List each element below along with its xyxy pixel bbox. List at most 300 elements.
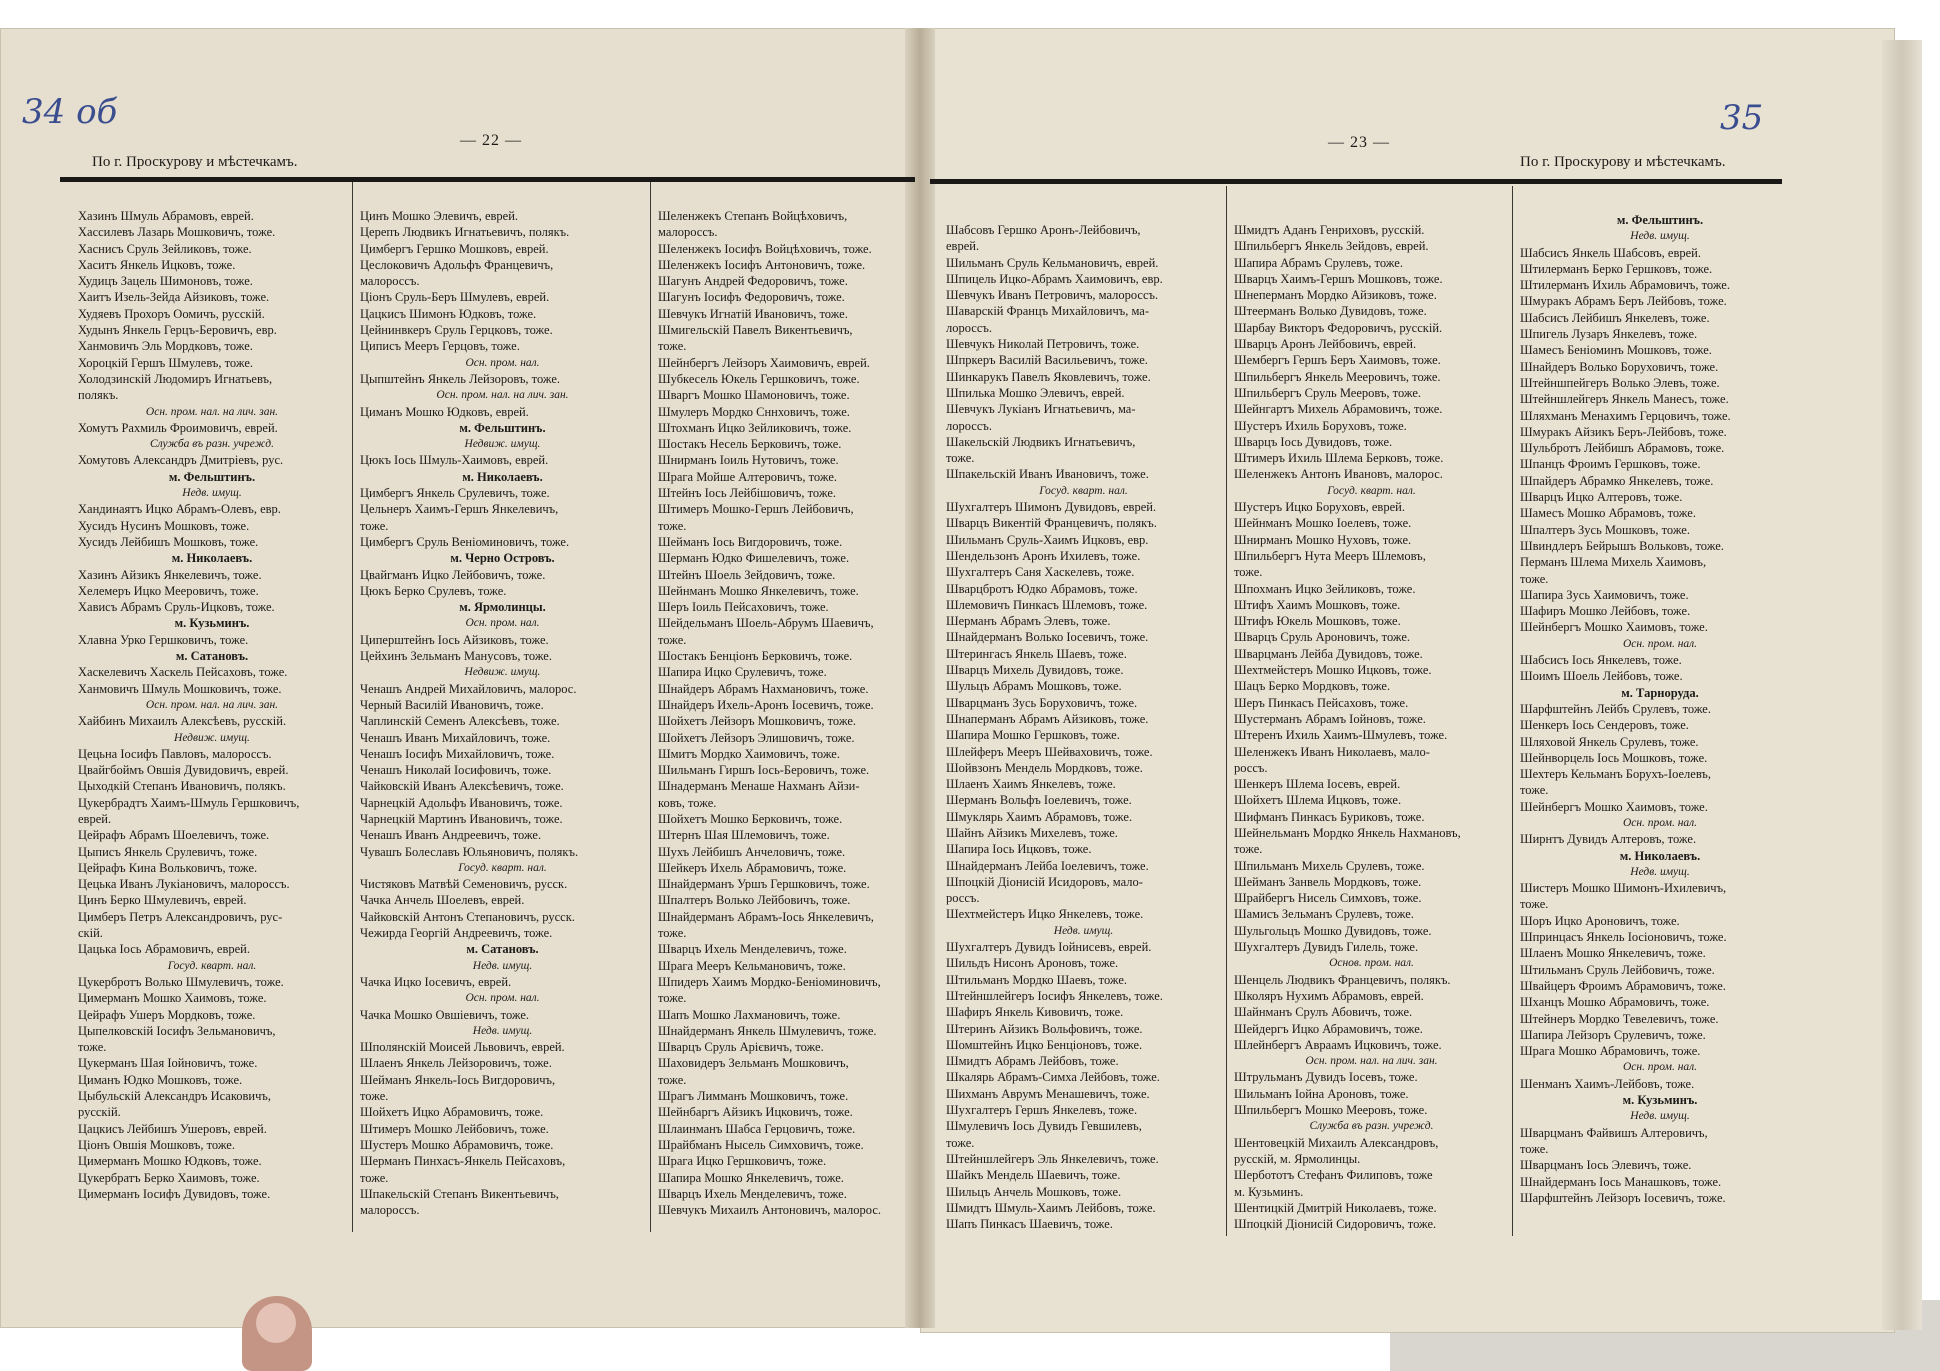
entry-line: Шварцманъ Файвишъ Алтеровичъ,	[1520, 1125, 1708, 1140]
entry-line: Шваргъ Мошко Шамоновичъ, тоже.	[658, 388, 850, 403]
entry-line: Шабсисъ Іось Янкелевъ, тоже.	[1520, 653, 1682, 668]
entry-line: Штейншлейгеръ Іосифъ Янкелевъ, тоже.	[946, 988, 1163, 1003]
entry-line: Шлаенъ Хаимъ Янкелевъ, тоже.	[946, 777, 1116, 792]
entry-line: Шнайдеръ Волько Боруховичъ, тоже.	[1520, 359, 1719, 374]
entry-line: Шварцбротъ Юдко Абрамовъ, тоже.	[946, 581, 1138, 596]
entry-line: Шмидтъ Шмуль-Хаимъ Лейбовъ, тоже.	[946, 1200, 1156, 1215]
entry-line: Шерманъ Абрамъ Элевъ, тоже.	[946, 614, 1111, 629]
section-subheading: Недв. имущ.	[472, 1024, 533, 1037]
entry-line: Цимберъ Петръ Александровичъ, рус-	[78, 909, 283, 924]
entry-line: Шомштейнъ Ицко Бенціоновъ, тоже.	[946, 1037, 1143, 1052]
entry-line: Шустеръ Ицко Боруховъ, еврей.	[1234, 500, 1405, 515]
section-subheading: Осн. пром. нал. на лич. зан.	[145, 405, 279, 418]
entry-line: Шрайбманъ Нысель Симховичъ, тоже.	[658, 1137, 864, 1152]
left-page-column-1	[78, 208, 346, 1202]
entry-line: Шварцъ Ихель Менделевичъ, тоже.	[658, 942, 847, 957]
entry-line: Шеленжекъ Антонъ Ивановъ, малорос.	[1234, 467, 1443, 482]
entry-line: Шевчукъ Николай Петровичъ, тоже.	[946, 337, 1140, 352]
entry-line: Шапира Зусь Хаимовичъ, тоже.	[1520, 587, 1689, 602]
entry-line: Цацкисъ Шимонъ Юдковъ, тоже.	[360, 306, 537, 321]
entry-line: Цейхинъ Зельманъ Манусовъ, тоже.	[360, 649, 552, 664]
left-header-rule	[60, 177, 915, 182]
section-subheading: Недвиж. имущ.	[174, 731, 250, 744]
entry-line: тоже.	[1234, 565, 1263, 580]
entry-line: Чувашъ Болеславъ Юльяновичъ, полякъ.	[360, 844, 579, 859]
entry-line: тоже.	[946, 451, 975, 466]
entry-line: Шапира Мошко Янкелевичъ, тоже.	[658, 1170, 844, 1185]
entry-line: Шамесъ Беніоминъ Мошковъ, тоже.	[1520, 343, 1712, 358]
entry-line: Ченашъ Иванъ Михайловичъ, тоже.	[360, 730, 551, 745]
entry-line: Шамисъ Зельманъ Срулевъ, тоже.	[1234, 907, 1414, 922]
entry-line: Шихманъ Аврумъ Менашевичъ, тоже.	[946, 1086, 1150, 1101]
entry-line: Шрага Мееръ Кельмановичъ, тоже.	[658, 958, 846, 973]
entry-line: Циписъ Мееръ Герцовъ, тоже.	[360, 339, 520, 354]
entry-line: Шварцъ Ихель Менделевичъ, тоже.	[658, 1186, 847, 1201]
column-divider	[650, 182, 651, 1232]
entry-line: Шпакельскій Иванъ Ивановичъ, тоже.	[946, 467, 1149, 482]
section-subheading: Недв. имущ.	[182, 487, 242, 500]
entry-line: Шухгалтеръ Гершъ Янкелевъ, тоже.	[946, 1103, 1138, 1118]
entry-line: Холодзинскій Людомиръ Игнатьевъ,	[78, 371, 273, 386]
entry-line: Шеръ Пинкасъ Пейсаховъ, тоже.	[1234, 695, 1409, 710]
entry-line: Чачка Мошко Овшіевичъ, тоже.	[360, 1007, 530, 1022]
entry-line: Шнайдерманъ Янкель Шмулевичъ, тоже.	[658, 1023, 877, 1038]
entry-line: Шентовецкій Михаилъ Александровъ,	[1234, 1135, 1439, 1150]
entry-line: Штилерманъ Берко Гершковъ, тоже.	[1520, 261, 1713, 276]
entry-line: Чайковскій Иванъ Алексѣевичъ, тоже.	[360, 779, 564, 794]
entry-line: Шнирманъ Мошко Нуховъ, тоже.	[1234, 532, 1412, 547]
locality-heading: м. Сатановъ.	[466, 942, 539, 957]
entry-line: Шеленжекъ Іосифъ Войцѣховичъ, тоже.	[658, 241, 872, 256]
locality-heading: м. Фельштинъ.	[168, 469, 256, 484]
entry-line: Цыходкій Степанъ Ивановичъ, полякъ.	[78, 779, 286, 794]
entry-line: Шеленжекъ Іосифъ Антоновичъ, тоже.	[658, 257, 866, 272]
section-subheading: Госуд. кварт. нал.	[458, 861, 547, 874]
entry-line: Шубкесель Юкель Гершковичъ, тоже.	[658, 371, 860, 386]
entry-line: Шерманъ Юдко Фишелевичъ, тоже.	[658, 551, 850, 566]
entry-line: Ціонъ Овшія Мошковъ, тоже.	[78, 1137, 235, 1152]
entry-line: Шапира Лейзоръ Срулевичъ, тоже.	[1520, 1027, 1706, 1042]
entry-line: Шаховидеръ Зельманъ Мошковичъ,	[658, 1056, 849, 1071]
left-page-column-3	[658, 208, 903, 1218]
entry-line: Шейнбергъ Мошко Хаимовъ, тоже.	[1520, 620, 1708, 635]
entry-line: Цвайгбоймъ Овшія Дувидовичъ, еврей.	[78, 763, 289, 778]
entry-line: Шойвзонъ Мендель Мордковъ, тоже.	[946, 760, 1143, 775]
entry-line: Шойхетъ Лейзоръ Элишовичъ, тоже.	[658, 730, 855, 745]
entry-line: Шварцъ Хаимъ-Гершъ Мошковъ, тоже.	[1234, 271, 1443, 286]
entry-line: Цвайгманъ Ицко Лейбовичъ, тоже.	[360, 567, 546, 582]
entry-line: Цинъ Берко Шмулевичъ, еврей.	[78, 893, 247, 908]
entry-line: Шапъ Пинкасъ Шаевичъ, тоже.	[946, 1217, 1113, 1232]
entry-line: Шпохманъ Ицко Зейликовъ, тоже.	[1234, 581, 1416, 596]
entry-line: тоже.	[658, 632, 687, 647]
entry-line: Швиндлеръ Бейрышъ Вольковъ, тоже.	[1520, 538, 1724, 553]
entry-line: Шлейнбергъ Авраамъ Ицковичъ, тоже.	[1234, 1037, 1442, 1052]
entry-line: Ханмовичъ Шмуль Мошковичъ, тоже.	[78, 681, 282, 696]
entry-line: Шейдергъ Ицко Абрамовичъ, тоже.	[1234, 1021, 1423, 1036]
entry-line: Шмуракъ Айзикъ Беръ-Лейбовъ, тоже.	[1520, 424, 1727, 439]
entry-line: Шабсисъ Янкель Шабсовъ, еврей.	[1520, 245, 1701, 260]
entry-line: Шейнбергъ Лейзоръ Хаимовичъ, еврей.	[658, 355, 870, 370]
entry-line: Хазинъ Айзикъ Янкелевичъ, тоже.	[78, 567, 262, 582]
entry-line: Шнадерманъ Менаше Нахманъ Айзи-	[658, 779, 860, 794]
entry-line: тоже.	[360, 1089, 389, 1104]
entry-line: Штильманъ Мордко Шаевъ, тоже.	[946, 972, 1128, 987]
entry-line: Хомутъ Рахмиль Фроимовичъ, еврей.	[78, 420, 278, 435]
entry-line: Хлавна Урко Гершковичъ, тоже.	[78, 632, 249, 647]
entry-line: лороссъ.	[946, 418, 992, 433]
entry-line: Шерманъ Пинхасъ-Янкель Пейсаховъ,	[360, 1154, 566, 1169]
entry-line: Шварцъ Аронъ Лейбовичъ, еврей.	[1234, 337, 1417, 352]
fingernail	[256, 1303, 296, 1343]
entry-line: Штеренъ Ихиль Хаимъ-Шмулевъ, тоже.	[1234, 728, 1448, 743]
section-subheading: Госуд. кварт. нал.	[167, 959, 257, 972]
entry-line: Шухгалтеръ Дувидъ Гилель, тоже.	[1234, 940, 1419, 955]
entry-line: Шпакельскій Степанъ Викентьевичъ,	[360, 1186, 559, 1201]
entry-line: Шейкеръ Ихель Абрамовичъ, тоже.	[658, 860, 847, 875]
entry-line: Хаситъ Янкель Ицковъ, тоже.	[78, 257, 236, 272]
entry-line: Худяевъ Прохоръ Оомичъ, русскій.	[78, 306, 265, 321]
entry-line: тоже.	[1520, 783, 1549, 798]
entry-line: Шпринцасъ Янкель Іосіоновичъ, тоже.	[1520, 930, 1727, 945]
entry-line: Шмулеръ Мордко Сннховичъ, тоже.	[658, 404, 850, 419]
entry-line: Чачка Ицко Іосевичъ, еврей.	[360, 974, 512, 989]
entry-line: Шеленжекъ Иванъ Николаевъ, мало-	[1234, 744, 1430, 759]
locality-heading: м. Черно Островъ.	[450, 551, 555, 566]
left-page-number: — 22 —	[460, 132, 522, 149]
entry-line: Штохманъ Ицко Зейликовичъ, тоже.	[658, 420, 852, 435]
entry-line: Шпицель Ицко-Абрамъ Хаимовичъ, евр.	[946, 271, 1163, 286]
entry-line: Ханмовичъ Эль Мордковъ, тоже.	[78, 339, 253, 354]
entry-line: Шнайдерманъ Лейба Іоелевичъ, тоже.	[946, 858, 1149, 873]
entry-line: Шильцъ Анчель Мошковъ, тоже.	[946, 1184, 1122, 1199]
entry-line: Цимбергъ Гершко Мошковъ, еврей.	[360, 241, 549, 256]
entry-line: Шрага Мойше Алтеровичъ, тоже.	[658, 469, 837, 484]
entry-line: Шарфштейнъ Лейбъ Срулевъ, тоже.	[1520, 701, 1711, 716]
entry-line: Ченашъ Иванъ Андреевичъ, тоже.	[360, 828, 542, 843]
entry-line: Шафиръ Янкель Кивовичъ, тоже.	[946, 1005, 1124, 1020]
entry-line: Циманъ Юдко Мошковъ, тоже.	[78, 1072, 243, 1087]
entry-line: Хаитъ Изель-Зейда Айзиковъ, тоже.	[78, 290, 270, 305]
entry-line: тоже.	[1520, 1141, 1549, 1156]
entry-line: малороссъ.	[360, 1203, 420, 1218]
entry-line: тоже.	[658, 1072, 687, 1087]
entry-line: Шейнгартъ Михель Абрамовичъ, тоже.	[1234, 402, 1443, 417]
column-divider	[1226, 186, 1227, 1236]
entry-line: русскій.	[78, 1105, 121, 1120]
entry-line: Хусидъ Нусинъ Мошковъ, тоже.	[78, 518, 250, 533]
entry-line: Штеерманъ Волько Дувидовъ, тоже.	[1234, 304, 1427, 319]
entry-line: скій.	[78, 926, 103, 941]
left-page-annotation: 34 об	[22, 92, 118, 132]
entry-line: Шнайдерманъ Уршъ Гершковичъ, тоже.	[658, 877, 870, 892]
entry-line: россъ.	[946, 891, 980, 906]
entry-line: Штерингасъ Янкель Шаевъ, тоже.	[946, 646, 1127, 661]
section-subheading: Недв. имущ.	[1053, 924, 1114, 937]
entry-line: Хайбинъ Михаилъ Алексѣевъ, русскій.	[78, 714, 287, 729]
entry-line: Шнайдерманъ Волько Іосевичъ, тоже.	[946, 630, 1149, 645]
entry-line: Шапира Мошко Гершковъ, тоже.	[946, 728, 1120, 743]
column-divider	[1512, 186, 1513, 1236]
entry-line: тоже.	[658, 991, 687, 1006]
entry-line: Школяръ Нухимъ Абрамовъ, еврей.	[1234, 988, 1424, 1003]
entry-line: Шифманъ Пинкасъ Буриковъ, тоже.	[1234, 809, 1425, 824]
entry-line: Шейнманъ Мошко Іоелевъ, тоже.	[1234, 516, 1412, 531]
entry-line: Шмигельскій Павелъ Викентьевичъ,	[658, 323, 853, 338]
entry-line: Шварцманъ Іось Элевичъ, тоже.	[1520, 1158, 1692, 1173]
entry-line: Церепъ Людвикъ Игнатьевичъ, полякъ.	[360, 225, 570, 240]
entry-line: Штилерманъ Ихиль Абрамовичъ, тоже.	[1520, 278, 1730, 293]
entry-line: Шагунъ Андрей Федоровичъ, тоже.	[658, 274, 848, 289]
right-page-annotation: 35	[1720, 98, 1764, 138]
entry-line: тоже.	[946, 1135, 975, 1150]
entry-line: Перманъ Шлема Михель Хаимовъ,	[1520, 555, 1707, 570]
column-divider	[352, 182, 353, 1232]
entry-line: Шенцель Людвикъ Францевичъ, полякъ.	[1234, 972, 1451, 987]
entry-line: Шнайдерманъ Іось Манашковъ, тоже.	[1520, 1174, 1722, 1189]
locality-heading: м. Николаевъ.	[1619, 848, 1701, 863]
entry-line: Шварцъ Викентій Францевичъ, полякъ.	[946, 516, 1157, 531]
entry-line: Шлаенъ Мошко Янкелевичъ, тоже.	[1520, 946, 1706, 961]
entry-line: Шенманъ Хаимъ-Лейбовъ, тоже.	[1520, 1076, 1695, 1091]
entry-line: Шильманъ Гиршъ Іось-Беровичъ, тоже.	[658, 763, 870, 778]
entry-line: Хассилевъ Лазарь Мошковичъ, тоже.	[78, 225, 276, 240]
locality-heading: м. Сатановъ.	[175, 649, 249, 664]
entry-line: Шкалярь Абрамъ-Симха Лейбовъ, тоже.	[946, 1070, 1160, 1085]
entry-line: Худицъ Зацель Шимоновъ, тоже.	[78, 274, 253, 289]
entry-line: Шпанцъ Фроимъ Гершковъ, тоже.	[1520, 457, 1701, 472]
entry-line: тоже.	[360, 1170, 389, 1185]
entry-line: Ширнтъ Дувидъ Алтеровъ, тоже.	[1520, 832, 1697, 847]
right-page-column-1	[946, 222, 1221, 1232]
entry-line: Шпильбергъ Мошко Мееровъ, тоже.	[1234, 1103, 1428, 1118]
entry-line: Цейрафъ Ушеръ Мордковъ, тоже.	[78, 1007, 256, 1022]
entry-line: Хависъ Абрамъ Сруль-Ицковъ, тоже.	[78, 600, 275, 615]
entry-line: Хусидъ Лейбишъ Мошковъ, тоже.	[78, 534, 259, 549]
locality-heading: м. Николаевъ.	[171, 551, 253, 566]
entry-line: Цюкъ Берко Срулевъ, тоже.	[360, 583, 507, 598]
entry-line: тоже.	[658, 926, 687, 941]
entry-line: Шухгалтеръ Шимонъ Дувидовъ, еврей.	[946, 500, 1157, 515]
section-subheading: Служба въ разн. учрежд.	[150, 438, 274, 451]
entry-line: Цукербратъ Берко Хаимовъ, тоже.	[78, 1170, 260, 1185]
entry-line: Шнаперманъ Абрамъ Айзиковъ, тоже.	[946, 711, 1149, 726]
entry-line: Шпильбергъ Янкель Мееровичъ, тоже.	[1234, 369, 1441, 384]
entry-line: Шаварскій Францъ Михайловичъ, ма-	[946, 304, 1149, 319]
entry-line: Хандинаятъ Ицко Абрамъ-Олевъ, евр.	[78, 502, 281, 517]
entry-line: Чистяковъ Матвѣй Семеновичъ, русск.	[360, 877, 568, 892]
entry-line: Шмитъ Мордко Хаимовичъ, тоже.	[658, 746, 840, 761]
entry-line: Цюкъ Іось Шмуль-Хаимовъ, еврей.	[360, 453, 549, 468]
entry-line: м. Кузьминъ.	[1234, 1184, 1304, 1199]
entry-line: малороссъ.	[658, 225, 718, 240]
entry-line: Шварцманъ Зусь Боруховичъ, тоже.	[946, 695, 1138, 710]
entry-line: Цейнинвкеръ Сруль Герцковъ, тоже.	[360, 323, 553, 338]
entry-line: Шпалтеръ Зусь Мошковъ, тоже.	[1520, 522, 1690, 537]
entry-line: Цукербрадтъ Хаимъ-Шмуль Гершковичъ,	[78, 795, 300, 810]
entry-line: Штеринъ Айзикъ Вольфовичъ, тоже.	[946, 1021, 1143, 1036]
section-subheading: Недв. имущ.	[472, 959, 533, 972]
section-subheading: Недв. имущ.	[1630, 230, 1690, 243]
entry-line: Циманъ Мошко Юдковъ, еврей.	[360, 404, 529, 419]
entry-line: ковъ, тоже.	[658, 795, 717, 810]
section-subheading: Осн. пром. нал.	[1622, 1061, 1698, 1074]
entry-line: Шакельскій Людвикъ Игнатьевичъ,	[946, 434, 1136, 449]
entry-line: Цукерманъ Шая Іойновичъ, тоже.	[78, 1056, 258, 1071]
entry-line: Шульбротъ Лейбишъ Абрамовъ, тоже.	[1520, 441, 1725, 456]
entry-line: Цимбергъ Янкель Срулевичъ, тоже.	[360, 486, 550, 501]
entry-line: Штернъ Шая Шлемовичъ, тоже.	[658, 828, 830, 843]
entry-line: Шнайдеръ Ихель-Аронъ Іосевичъ, тоже.	[658, 697, 874, 712]
entry-line: Шханцъ Мошко Абрамовичъ, тоже.	[1520, 995, 1710, 1010]
entry-line: Шагунъ Іосифъ Федоровичъ, тоже.	[658, 290, 845, 305]
entry-line: Шухъ Лейбишъ Анчеловичъ, тоже.	[658, 844, 846, 859]
entry-line: Хелемеръ Ицко Мееровичъ, тоже.	[78, 583, 259, 598]
entry-line: Шехтмейстеръ Мошко Ицковъ, тоже.	[1234, 663, 1432, 678]
entry-line: Шинкарукъ Павелъ Яковлевичъ, тоже.	[946, 369, 1151, 384]
entry-line: Штейнъ Шоель Зейдовичъ, тоже.	[658, 567, 836, 582]
entry-line: Цыпштейнъ Янкель Лейзоровъ, тоже.	[360, 371, 561, 386]
entry-line: Шапира Абрамъ Срулевъ, тоже.	[1234, 255, 1403, 270]
entry-line: Штейнъ Іось Лейбішовичъ, тоже.	[658, 486, 836, 501]
entry-line: Шапъ Мошко Лахмановичъ, тоже.	[658, 1007, 841, 1022]
entry-line: Чачка Анчель Шоелевъ, еврей.	[360, 893, 525, 908]
entry-line: Штифъ Юкель Мошковъ, тоже.	[1234, 614, 1401, 629]
entry-line: Шлаинманъ Шабса Герцовичъ, тоже.	[658, 1121, 856, 1136]
entry-line: Шамесъ Мошко Абрамовъ, тоже.	[1520, 506, 1696, 521]
entry-line: Шевчукъ Михаилъ Антоновичъ, малорос.	[658, 1203, 881, 1218]
entry-line: Шайнманъ Срулъ Абовичъ, тоже.	[1234, 1005, 1413, 1020]
entry-line: Шрага Ицко Гершковичъ, тоже.	[658, 1154, 827, 1169]
entry-line: Шойхетъ Мошко Берковичъ, тоже.	[658, 811, 843, 826]
entry-line: Шейнворцель Іось Мошковъ, тоже.	[1520, 750, 1708, 765]
entry-line: Шеленжекъ Степанъ Войцѣховичъ,	[658, 209, 848, 223]
entry-line: Штрульманъ Дувидъ Іосевъ, тоже.	[1234, 1070, 1418, 1085]
entry-line: Шоимъ Шоель Лейбовъ, тоже.	[1520, 669, 1683, 684]
entry-line: Цимерманъ Мошко Хаимовъ, тоже.	[78, 991, 267, 1006]
entry-line: Шпркеръ Василій Васильевичъ, тоже.	[946, 353, 1148, 368]
entry-line: Штимеръ Мошко Лейбовичъ, тоже.	[360, 1121, 549, 1136]
entry-line: Шнеперманъ Мордко Айзиковъ, тоже.	[1234, 288, 1437, 303]
entry-line: Шварцъ Михель Дувидовъ, тоже.	[946, 663, 1124, 678]
entry-line: Штейншлейгеръ Эль Янкелевичъ, тоже.	[946, 1151, 1159, 1166]
entry-line: Шляхманъ Менахимъ Герцовичъ, тоже.	[1520, 408, 1731, 423]
entry-line: Цецьна Іосифъ Павловъ, малороссъ.	[78, 746, 272, 761]
entry-line: Шпильманъ Михель Срулевъ, тоже.	[1234, 858, 1425, 873]
entry-line: Шоръ Ицко Ароновичъ, тоже.	[1520, 913, 1680, 928]
entry-line: Цеслоковичъ Адольфъ Францевичъ,	[360, 257, 554, 272]
entry-line: Чаплинскій Семенъ Алексѣевъ, тоже.	[360, 714, 560, 729]
entry-line: русскій, м. Ярмолинцы.	[1234, 1151, 1361, 1166]
entry-line: еврей.	[946, 239, 980, 254]
entry-line: Шпоцкій Діонисій Исидоровъ, мало-	[946, 874, 1143, 889]
entry-line: Шапира Іось Ицковъ, тоже.	[946, 842, 1092, 857]
right-header-rule	[930, 179, 1782, 184]
entry-line: Штимеръ Мошко-Гершъ Лейбовичъ,	[658, 502, 854, 517]
entry-line: Шпоцкій Діонисій Сидоровичъ, тоже.	[1234, 1217, 1437, 1232]
entry-line: Шильдъ Нисонъ Ароновъ, тоже.	[946, 956, 1119, 971]
entry-line: Шехтмейстеръ Ицко Янкелевъ, тоже.	[946, 907, 1144, 922]
page-edges	[1882, 40, 1922, 1330]
entry-line: Шойхетъ Лейзоръ Мошковичъ, тоже.	[658, 714, 857, 729]
entry-line: Цинъ Мошко Элевичъ, еврей.	[360, 209, 519, 223]
entry-line: Цыпелковскій Іосифъ Зельмановичъ,	[78, 1023, 276, 1038]
entry-line: Шрагъ Лимманъ Мошковичъ, тоже.	[658, 1089, 849, 1104]
entry-line: Хаснисъ Сруль Зейликовъ, тоже.	[78, 241, 252, 256]
entry-line: Шапира Ицко Срулевичъ, тоже.	[658, 665, 827, 680]
entry-line: Шмуклярь Хаимъ Абрамовъ, тоже.	[946, 809, 1133, 824]
entry-line: Штейнеръ Мордко Тевелевичъ, тоже.	[1520, 1011, 1719, 1026]
entry-line: Шпайдеръ Абрамко Янкелевъ, тоже.	[1520, 473, 1714, 488]
entry-line: тоже.	[360, 518, 389, 533]
section-subheading: Осн. пром. нал. на лич. зан.	[145, 698, 279, 711]
entry-line: Шварцманъ Лейба Дувидовъ, тоже.	[1234, 646, 1423, 661]
entry-line: еврей.	[78, 811, 112, 826]
section-subheading: Госуд. кварт. нал.	[1039, 484, 1128, 497]
entry-line: тоже.	[658, 518, 687, 533]
entry-line: Цимерманъ Мошко Юдковъ, тоже.	[78, 1154, 262, 1169]
entry-line: Шостакъ Несель Берковичъ, тоже.	[658, 437, 842, 452]
entry-line: Шейнельманъ Мордко Янкель Нахмановъ,	[1234, 825, 1461, 840]
locality-heading: м. Кузьминъ.	[1622, 1093, 1698, 1108]
entry-line: Шустерманъ Абрамъ Іойновъ, тоже.	[1234, 711, 1426, 726]
locality-heading: м. Ярмолинцы.	[459, 600, 546, 615]
entry-line: Шацъ Берко Мордковъ, тоже.	[1234, 679, 1391, 694]
entry-line: Шарбау Викторъ Федоровичъ, русскій.	[1234, 320, 1443, 335]
entry-line: Ченашъ Николай Іосифовичъ, тоже.	[360, 763, 552, 778]
entry-line: Шойхетъ Шлема Ицковъ, тоже.	[1234, 793, 1402, 808]
entry-line: Шербототъ Стефанъ Филиповъ, тоже	[1234, 1168, 1433, 1183]
entry-line: Шлаенъ Янкель Лейзоровичъ, тоже.	[360, 1056, 552, 1071]
entry-line: Шустеръ Мошко Абрамовичъ, тоже.	[360, 1137, 554, 1152]
section-subheading: Осн. пром. нал. на лич. зан.	[1305, 1055, 1438, 1068]
section-subheading: Осн. пром. нал.	[1622, 637, 1698, 650]
entry-line: Шевчукъ Лукіанъ Игнатьевичъ, ма-	[946, 402, 1136, 417]
entry-line: Шейманъ Іось Вигдоровичъ, тоже.	[658, 534, 843, 549]
right-page-header: По г. Проскурову и мѣстечкамъ.	[1520, 154, 1726, 170]
entry-line: Чарнецкій Мартинъ Ивановичъ, тоже.	[360, 811, 563, 826]
entry-line: Циперштейнъ Іось Айзиковъ, тоже.	[360, 632, 549, 647]
entry-line: Шмуракъ Абрамъ Беръ Лейбовъ, тоже.	[1520, 294, 1727, 309]
entry-line: Шнайдерманъ Абрамъ-Іось Янкелевичъ,	[658, 909, 874, 924]
entry-line: Шенкеръ Іось Сендеровъ, тоже.	[1520, 718, 1689, 733]
entry-line: Шейманъ Занвель Мордковъ, тоже.	[1234, 874, 1422, 889]
entry-line: Ченашъ Іосифъ Михайловичъ, тоже.	[360, 746, 555, 761]
section-subheading: Основ. пром. нал.	[1329, 957, 1414, 970]
entry-line: Штейншлейгеръ Янкель Манесъ, тоже.	[1520, 392, 1729, 407]
entry-line: Шентицкій Дмитрій Николаевъ, тоже.	[1234, 1200, 1437, 1215]
section-subheading: Недвиж. имущ.	[464, 438, 541, 451]
entry-line: Шмулевичъ Іось Дувидъ Гевшилевъ,	[946, 1119, 1142, 1134]
right-page-number: — 23 —	[1328, 134, 1390, 151]
entry-line: Цимбергъ Сруль Веніоминовичъ, тоже.	[360, 534, 570, 549]
locality-heading: м. Николаевъ.	[462, 469, 543, 484]
entry-line: тоже.	[78, 1040, 107, 1055]
entry-line: Шухгалтеръ Дувидъ Іойнисевъ, еврей.	[946, 940, 1152, 955]
entry-line: Шеръ Іоиль Пейсаховичъ, тоже.	[658, 600, 829, 615]
entry-line: россъ.	[1234, 760, 1268, 775]
entry-line: Шевчукъ Игнатій Ивановичъ, тоже.	[658, 306, 848, 321]
entry-line: Шполянскій Моисей Львовичъ, еврей.	[360, 1040, 565, 1055]
entry-line: Шухгалтеръ Саня Хаскелевъ, тоже.	[946, 565, 1135, 580]
entry-line: Шейнбергъ Мошко Хаимовъ, тоже.	[1520, 799, 1708, 814]
entry-line: лороссъ.	[946, 320, 992, 335]
entry-line: Шпалтеръ Волько Лейбовичъ, тоже.	[658, 893, 851, 908]
entry-line: Шварцъ Сруль Арієвичъ, тоже.	[658, 1040, 824, 1055]
entry-line: Шварцъ Сруль Ароновичъ, тоже.	[1234, 630, 1411, 645]
right-page-column-2	[1234, 222, 1509, 1232]
entry-line: Хороцкій Гершъ Шмулевъ, тоже.	[78, 355, 254, 370]
